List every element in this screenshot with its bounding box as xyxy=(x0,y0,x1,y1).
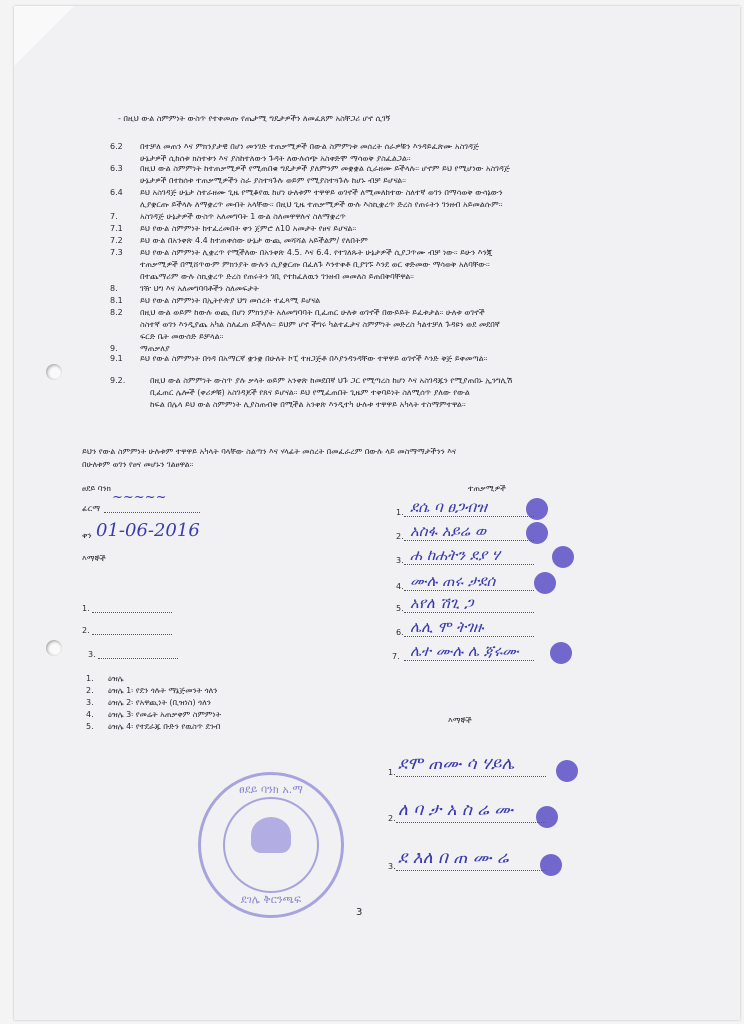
witness-signature: ደሞ ጠሙ ሳ ሃይሌ xyxy=(398,754,515,774)
fingerprint-mark xyxy=(526,522,548,544)
fingerprint-mark xyxy=(550,642,572,664)
signature-number: 6. xyxy=(396,628,404,637)
witness-number: 1. xyxy=(82,604,90,613)
clause-text: - በዚህ ውል ስምምነት ውስጥ የተቀመጡ የጤታሚ ግዴታዎችን ለመፈጸም አስቸጋሪ ሆኖ ሲገኝ xyxy=(118,114,391,123)
stamp-bottom-text: ደገሌ ቅርንጫፍ xyxy=(240,893,302,906)
witness-signature: ለ ባ ታ አ ስ ሬ ሙ xyxy=(398,800,514,820)
clause-number: 6.2 xyxy=(110,142,123,151)
witness-signature-line xyxy=(396,822,546,823)
stamp-top-text: ፀደይ ባንክ አ.ማ xyxy=(239,783,303,796)
clause-text: አስገዳጅ ሁኔታዎች ውስጥ አለመግባት 1 ውል ስለመዋዋሉና ስለማቋረጥ xyxy=(140,212,346,221)
attachment-item: ዕዝሌ 1፡ የደን ጎሉት ማኔጅመንት ጎለን xyxy=(108,686,218,695)
stamp-emblem-icon xyxy=(251,817,291,853)
clause-text: ስስተኛ ወገን እንዲያጨ አካል ስለፈጠ ይችላሉ። ይህም ሆኖ ችግሩ ካልተፈታና ስምምነት መድረስ ካልተቻለ ጉዳዩን ወደ መደበኛ xyxy=(140,320,500,329)
clause-text: ይህ አስገዳጅ ሁኔታ ስተራዘሙ ጊዜ የሚቆየዉ ከሆነ ሁለቱም ተዋዋይ ወገኖች ለሚመለከተው ስለተኛ ወገን በማሳወቅ ውሳኔውን xyxy=(140,188,503,197)
beneficiary-signature: ደሴ ባ ፀጋብዝ xyxy=(410,498,487,516)
witnesses-label-right: እማኞች xyxy=(448,716,472,725)
clause-number: 9.2. xyxy=(110,376,126,385)
signature-number: 2. xyxy=(396,532,404,541)
attachment-item: ዕዝሌ 2፡ የአዋጪነት (ቢዝነስ) ጎለን xyxy=(108,698,211,707)
closing-line: በሁለቱም ወገን የፀና መሆኑን ገልፀዋል። xyxy=(82,460,194,469)
clause-number: 6.4 xyxy=(110,188,123,197)
fingerprint-mark xyxy=(552,546,574,568)
witness-signature-line xyxy=(396,776,546,777)
signature-line xyxy=(404,612,534,613)
witness-line xyxy=(92,612,172,613)
beneficiaries-label: ተጠቃሚዎች xyxy=(468,484,506,493)
signature-number: 7. xyxy=(392,652,400,661)
clause-number: 9. xyxy=(110,344,118,353)
page-number: 3 xyxy=(356,908,363,918)
fingerprint-mark xyxy=(526,498,548,520)
signature-line xyxy=(404,516,534,517)
fingerprint-mark xyxy=(536,806,558,828)
clause-text: ሁኔታዎች በተከሰቱ ተጠቃሚዎችን ስራ ያስተጓጉሉ ወይም የሚያስተጓጉሉ ከሆኑ ብቻ ይሆናል። xyxy=(140,176,406,185)
clause-number: 6.3 xyxy=(110,164,123,173)
bank-name: ፀደይ ባንክ xyxy=(82,484,111,493)
witness-line xyxy=(92,634,172,635)
witness-signature-number: 3. xyxy=(388,862,396,871)
fingerprint-mark xyxy=(556,760,578,782)
clause-number: 9.1 xyxy=(110,354,123,363)
signature-line xyxy=(404,590,534,591)
beneficiary-signature: ሌተ ሙሉ ሌ ጃሩሙ xyxy=(410,642,519,660)
signature-line xyxy=(404,660,534,661)
clause-text: ይህ የውል ስምምነት በጎዳ በአማርኛ ቋንቋ በሁለት ኮፒ ተዘጋጅቶ በእያንዳንዳቸው ተዋዋይ ወገኖች እንድ ቅጅ ይቀመጣል። xyxy=(140,354,488,363)
clause-text: ይህ የውል ስምምነት በኢትዮጵያ ህግ መሰረት ተፈጻሚ ይሆናል xyxy=(140,296,321,305)
clause-text: ከፍል በሌላ ይህ ውል ስምምነት ሊያስጠብቅ በሚችል አንቀጽ እንዲተካ ሁሉቱ ተዋዋይ አካላት ተስማምተዋል። xyxy=(150,400,466,409)
witness-signature-number: 2. xyxy=(388,814,396,823)
bank-signature: ~~~~~ xyxy=(112,490,167,505)
sign-line xyxy=(104,512,200,513)
clause-text: በተቻለ መጠን እና ምክንያታዊ በሆነ መንገድ ተጠቃሚዎች በውል ስምምነቱ መሰረት ሰራዎቹን እንዳይፈጽሙ አስገዳጅ xyxy=(140,142,479,151)
clause-number: 7. xyxy=(110,212,118,221)
attachment-number: 2. xyxy=(86,686,94,695)
clause-text: ማጠቃለያ xyxy=(140,344,170,353)
folded-corner xyxy=(14,6,74,66)
beneficiary-signature: አየለ ሽጊ ጋ xyxy=(410,594,474,612)
punch-hole xyxy=(46,364,62,380)
clause-text: ይህ የውል ስምምነት ሊቋረጥ የሚችለው በአንቀጽ 4.5. እና 6.4. የተገለጹት ሁኔታዎች ሲያጋጥሙ ብቻ ነው። ይሁን እንጂ xyxy=(140,248,493,257)
clause-text: ተጠቃሚዎች በሚሸጥውም ምክንያት ውሉን ሲያቋርጡ በፈለጉ እንተቀቶ ቢያገኙ እንደ ወር ቀድመው ማሳወቅ አለባቸው። xyxy=(140,260,490,269)
closing-line: ይህን የውል ስምምነት ሁሉቱም ተዋዋይ አካላት ባላቸው ስልጣን እና ሃላፊት መሰረት በመፈራረም በውሉ ላይ መስማማታችንን እና xyxy=(82,447,457,456)
witness-signature: ደ እለ በ ጠ ሙ ሬ xyxy=(398,848,509,868)
clause-text: ፍርድ ቤት መውሰድ ይቻላል። xyxy=(140,332,224,341)
beneficiary-signature: ሐ ከሐትን ደያ ሃ xyxy=(410,546,500,564)
clause-text: በዚህ ውል ወይም ከውሉ ወጪ በሆነ ምክንያት አለመግባባት ቢፈጠር ሁለቱ ወገኖች በውይይት ይፈቱታል። ሁለቱ ወገኖች xyxy=(140,308,485,317)
attachment-number: 4. xyxy=(86,710,94,719)
witness-number: 2. xyxy=(82,626,90,635)
clause-number: 8. xyxy=(110,284,118,293)
clause-number: 7.2 xyxy=(110,236,123,245)
attachment-item: ዕዝሌ 4፡ የተደራጁ ቡድን የዉስጥ ደንብ xyxy=(108,722,221,731)
attachment-item: ዕዝሌ 3፡ የመሬት አጠቃቀም ስምምነት xyxy=(108,710,221,719)
attachment-number: 3. xyxy=(86,698,94,707)
clause-text: ይህ ውል በአንቀጽ 4.4 ከተጠቀሰው ሁኔታ ውጪ መሻሻል አይችልም/ የለበትም xyxy=(140,236,368,245)
witness-signature-number: 1. xyxy=(388,768,396,777)
clause-text: በተጨማሪም ውሉ ስኪቋረጥ ድረስ የጠሩትን ገቢ የተከፈለዉን ገንዘብ መመለስ ይጠበቅባቸዋል። xyxy=(140,272,415,281)
fingerprint-mark xyxy=(534,572,556,594)
signature-line xyxy=(404,540,534,541)
clause-text: ቢፈጠር ሌሎች (ቀሪዎቹ) አስገዳጆች የጸና ይሆናል። ይህ የሚፈጠበት ጊዜም ተቀባይነት ስለሚሰጥ ያለው የውል xyxy=(150,388,470,397)
signature-number: 1. xyxy=(396,508,404,517)
signature-line xyxy=(404,636,534,637)
attachment-item: ዕዝሌ xyxy=(108,674,124,683)
clause-number: 7.3 xyxy=(110,248,123,257)
fingerprint-mark xyxy=(540,854,562,876)
date-value: 01-06-2016 xyxy=(96,520,200,541)
signature-number: 3. xyxy=(396,556,404,565)
punch-hole xyxy=(46,640,62,656)
witness-signature-line xyxy=(396,870,546,871)
signature-number: 5. xyxy=(396,604,404,613)
witness-number: 3. xyxy=(88,650,96,659)
attachment-number: 5. xyxy=(86,722,94,731)
attachment-number: 1. xyxy=(86,674,94,683)
witness-line xyxy=(98,658,178,659)
sign-label: ፊርማ xyxy=(82,504,101,513)
beneficiary-signature: ሙሉ ጠሩ ታደሰ xyxy=(410,572,496,590)
clause-number: 7.1 xyxy=(110,224,123,233)
signature-number: 4. xyxy=(396,582,404,591)
clause-text: ይህ የውል ስምምነት ከተፈረመበት ቀን ጀምሮ ለ10 አመታት የፀና ይሆናል። xyxy=(140,224,357,233)
clause-text: ሊያቋርጡ ይችላሉ ለማቋረጥ መብት አላቸው። በዚህ ጊዜ ተጠቃሚዎች ውሉ እስኪቋረጥ ድረስ የጠሩትን ገንዘብ አይመልሱም። xyxy=(140,200,503,209)
clause-text: በዚህ ውል ስምምነት ውስጥ ያሉ ቃላት ወይም አንቀጽ ከመደበኛ ህጉ ጋር የሚጣረስ ከሆነ እና አስገዳጁን የሚያጠበኑ ኢንግሊሽ xyxy=(150,376,513,385)
clause-number: 8.1 xyxy=(110,296,123,305)
clause-number: 8.2 xyxy=(110,308,123,317)
beneficiary-signature: አስፋ አይሬ ወ xyxy=(410,522,486,540)
date-label: ቀን xyxy=(82,531,92,540)
beneficiary-signature: ሌሊ ሞ ትገዙ xyxy=(410,618,484,636)
clause-text: ገዥ ህግ እና አለመግባባቶችን ስለመፍታት xyxy=(140,284,259,293)
bank-stamp xyxy=(198,772,344,918)
clause-text: በዚህ ውል ስምምነት ከተጠቃሚዎች የሚጠበቁ ግዴታዎች ያለምንም መቋቋል ሲራዘሙ ይችላሉ። ሆኖም ይህ የሚሆነው አስገዳጅ xyxy=(140,164,510,173)
witnesses-label-left: እማኞች xyxy=(82,554,106,563)
signature-line xyxy=(404,564,534,565)
clause-text: ሁኔታዎች ሲከሰቱ ክስተቱን እና ያስከተለውን ጉዳት ለውሉሰጭ አስቀድሞ ማሳወቅ ያስፈልጋል። xyxy=(140,154,411,163)
